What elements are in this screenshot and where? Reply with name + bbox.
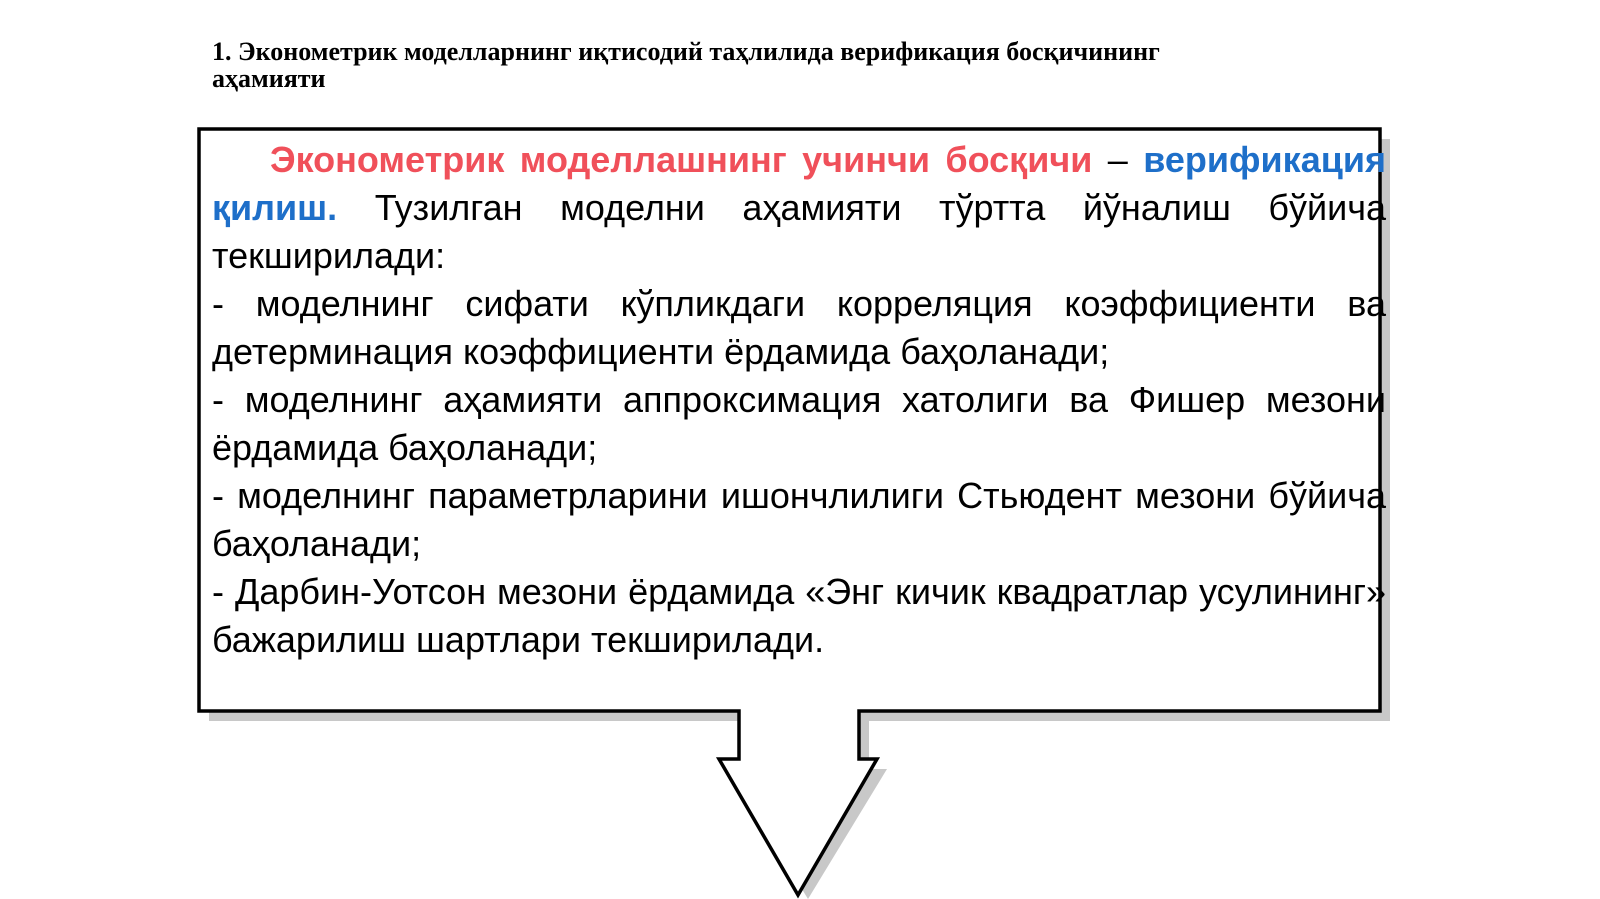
callout-text <box>212 136 1386 664</box>
list-item-significance: - моделнинг аҳамияти аппроксимация хатолиги ва Фишер мезони ёрдамида баҳоланади; <box>212 379 1386 468</box>
intro-paragraph <box>212 136 1386 280</box>
verification-period: . <box>327 187 338 228</box>
list-item-quality: - моделнинг сифати кўпликдаги корреляция коэффициенти ва детерминация коэффициенти ёрдамида баҳоланади; <box>212 283 1386 372</box>
intro-rest: Тузилган моделни аҳамияти тўртта йўналиш бўйича текширилади: <box>212 187 1386 276</box>
list-item-parameters: - моделнинг параметрларини ишончлилиги Стьюдент мезони бўйича баҳоланади; <box>212 475 1386 564</box>
verification-term: верификация қилиш <box>212 139 1386 228</box>
stage-dash: – <box>1092 139 1144 180</box>
slide-title: 1. Эконометрик моделларнинг иқтисодий таҳлилида верификация босқичининг аҳамияти <box>212 37 1160 93</box>
stage-title: Эконометрик моделлашнинг учинчи босқичи <box>270 139 1093 180</box>
list-item-durbin-watson: - Дарбин-Уотсон мезони ёрдамида «Энг кичик квадратлар усулининг» бажарилиш шартлари текширилади. <box>212 571 1386 660</box>
